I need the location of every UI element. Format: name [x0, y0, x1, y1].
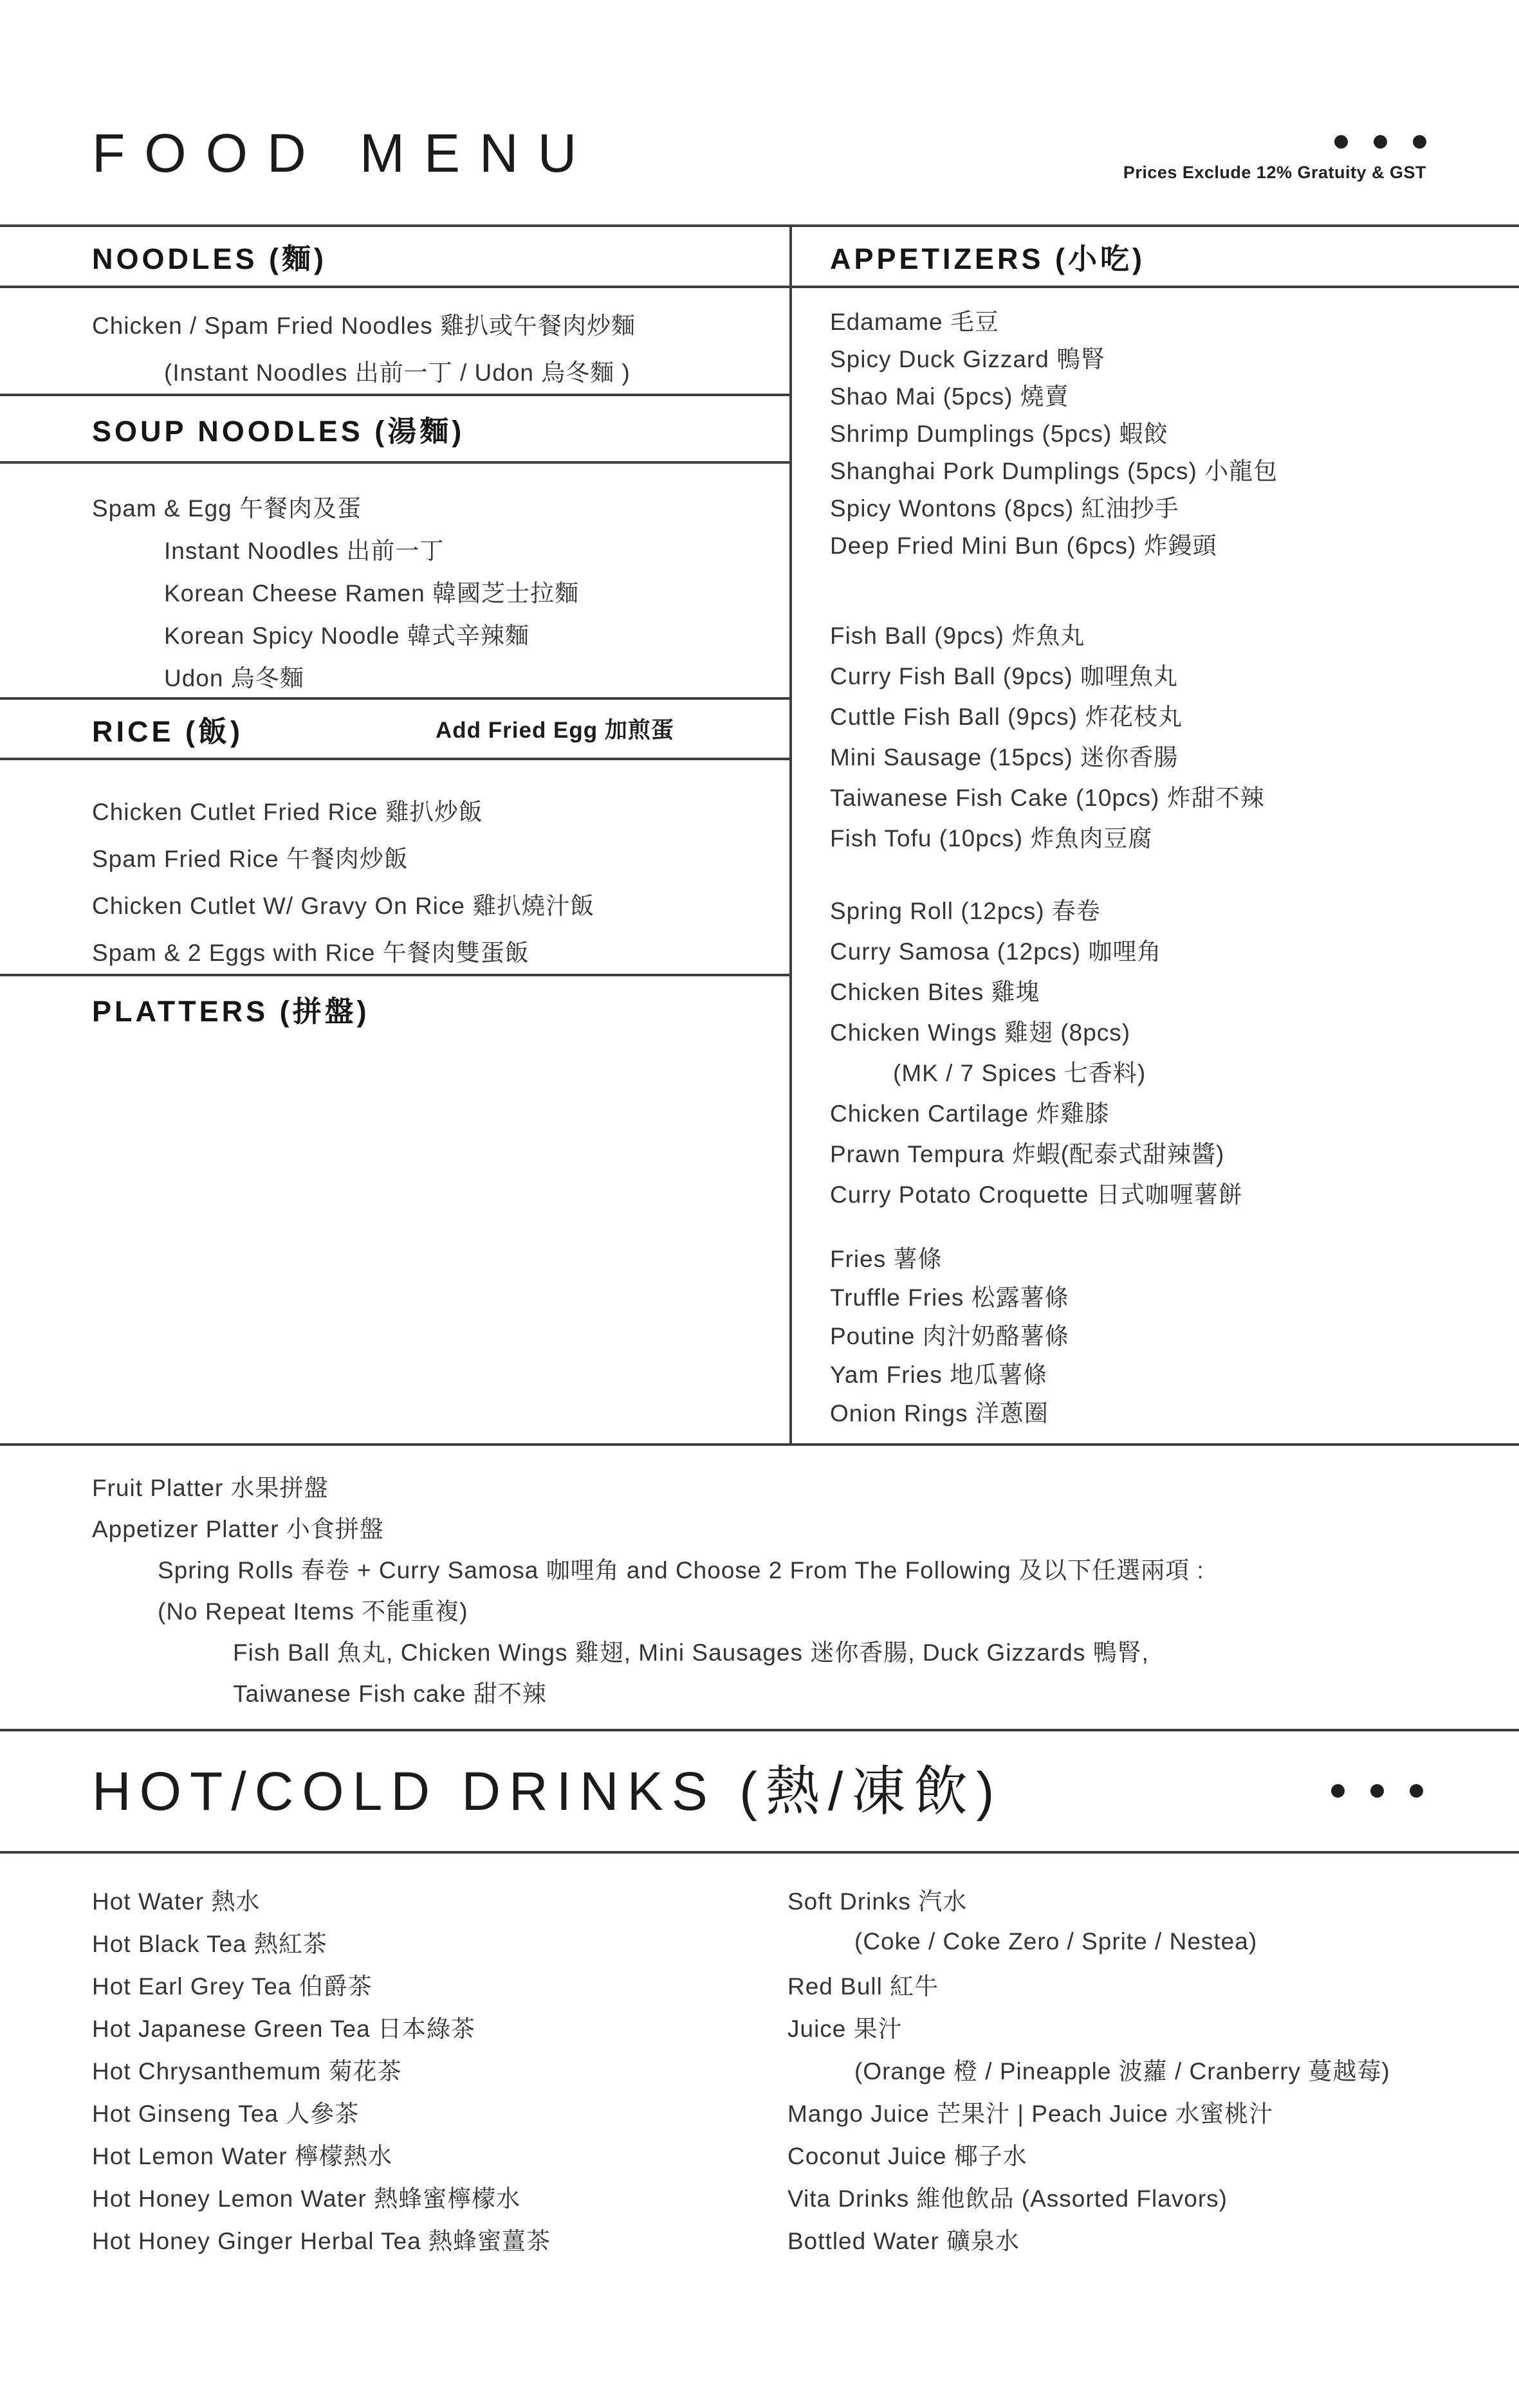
rice-items [0, 760, 789, 974]
menu-item: Coconut Juice 椰子水 [787, 2143, 1027, 2169]
menu-item: Instant Noodles 出前一丁 [164, 538, 445, 564]
menu-item: Shanghai Pork Dumplings (5pcs) 小龍包 [830, 458, 1278, 484]
menu-item: (MK / 7 Spices 七香料) [893, 1059, 1146, 1086]
menu-item: Udon 烏冬麵 [164, 665, 304, 691]
rice-addon-label: Add Fried Egg 加煎蛋 [436, 718, 674, 743]
noodles-items [0, 288, 789, 394]
menu-item: Hot Lemon Water 檸檬熱水 [92, 2143, 392, 2169]
menu-item: Prawn Tempura 炸蝦(配泰式甜辣醬) [830, 1140, 1225, 1167]
menu-item: Spam & Egg 午餐肉及蛋 [92, 495, 362, 522]
header-meta [1123, 135, 1426, 183]
menu-item: (No Repeat Items 不能重複) [158, 1598, 468, 1625]
menu-item: Shrimp Dumplings (5pcs) 蝦餃 [830, 421, 1168, 447]
menu-item: Edamame 毛豆 [830, 309, 999, 335]
menu-item: Mini Sausage (15pcs) 迷你香腸 [830, 743, 1179, 771]
rice-title-label: RICE (飯) [92, 715, 243, 748]
drinks-header [0, 1731, 1519, 1851]
dot-icon [1370, 1784, 1384, 1798]
menu-item: Shao Mai (5pcs) 燒賣 [830, 383, 1069, 410]
appetizers-group-dimsum [792, 288, 1519, 562]
menu-item: Red Bull 紅牛 [787, 1973, 939, 2000]
dot-icon [1413, 135, 1426, 149]
menu-item: Soft Drinks 汽水 [787, 1888, 968, 1915]
menu-item: Onion Rings 洋蔥圈 [830, 1400, 1049, 1427]
menu-item: Hot Ginseng Tea 人參茶 [92, 2101, 360, 2127]
menu-item: Hot Earl Grey Tea 伯爵茶 [92, 1973, 373, 2000]
menu-item: Chicken / Spam Fried Noodles 雞扒或午餐肉炒麵 [92, 312, 636, 339]
menu-item: Chicken Bites 雞塊 [830, 978, 1040, 1005]
page-header [0, 0, 1519, 224]
appetizers-group-fries [792, 1237, 1519, 1430]
menu-item: Curry Potato Croquette 日式咖喱薯餅 [830, 1181, 1243, 1208]
menu-item: Yam Fries 地瓜薯條 [830, 1362, 1048, 1388]
menu-item: Fries 薯條 [830, 1246, 943, 1272]
soup-noodles-items [0, 464, 789, 697]
dot-icon [1374, 135, 1387, 149]
menu-item: Curry Fish Ball (9pcs) 咖哩魚丸 [830, 662, 1178, 689]
menu-item: (Coke / Coke Zero / Sprite / Nestea) [854, 1928, 1258, 1955]
menu-item: Truffle Fries 松露薯條 [830, 1284, 1069, 1311]
dot-icon [1410, 1784, 1423, 1798]
menu-item: Taiwanese Fish Cake (10pcs) 炸甜不辣 [830, 784, 1265, 811]
right-column [789, 227, 1519, 1443]
menu-item: Fish Ball (9pcs) 炸魚丸 [830, 622, 1085, 649]
menu-item: Fish Ball 魚丸, Chicken Wings 雞翅, Mini Sausages 迷你香腸, Duck Gizzards 鴨腎, [233, 1639, 1149, 1666]
section-title-rice [0, 700, 789, 758]
menu-item: Cuttle Fish Ball (9pcs) 炸花枝丸 [830, 703, 1183, 730]
menu-item: Korean Cheese Ramen 韓國芝士拉麵 [164, 580, 579, 607]
menu-item: Spam & 2 Eggs with Rice 午餐肉雙蛋飯 [92, 939, 529, 966]
menu-item: Chicken Cartilage 炸雞膝 [830, 1100, 1110, 1127]
drinks-columns [0, 1854, 1519, 2260]
menu-item: Hot Honey Lemon Water 熱蜂蜜檸檬水 [92, 2185, 521, 2212]
drinks-left-column [0, 1878, 787, 2260]
menu-item: Hot Water 熱水 [92, 1888, 261, 1915]
menu-item: Spam Fried Rice 午餐肉炒飯 [92, 845, 409, 872]
section-title-noodles: NOODLES (麵) [92, 242, 327, 275]
menu-item: Bottled Water 礦泉水 [787, 2228, 1020, 2254]
menu-item: Spring Roll (12pcs) 春卷 [830, 897, 1101, 924]
dot-icon [1331, 1784, 1345, 1798]
menu-item: Hot Chrysanthemum 菊花茶 [92, 2058, 402, 2084]
menu-item: Taiwanese Fish cake 甜不辣 [233, 1681, 547, 1707]
left-column [0, 227, 789, 1443]
menu-item: Appetizer Platter 小食拼盤 [92, 1516, 384, 1542]
section-title-soup-noodles: SOUP NOODLES (湯麵) [92, 415, 465, 448]
menu-item: Spicy Wontons (8pcs) 紅油抄手 [830, 495, 1179, 522]
menu-columns [0, 227, 1519, 1443]
menu-item: Deep Fried Mini Bun (6pcs) 炸鏝頭 [830, 533, 1217, 559]
page-title: FOOD MENU [92, 123, 596, 183]
menu-item: Hot Japanese Green Tea 日本綠茶 [92, 2016, 475, 2042]
menu-item: Juice 果汁 [787, 2016, 903, 2042]
appetizers-group-fried [792, 613, 1519, 856]
drinks-title: HOT/COLD DRINKS (熱/凍飲) [92, 1761, 1003, 1821]
menu-item: Poutine 肉汁奶酪薯條 [830, 1323, 1069, 1349]
menu-item: Spring Rolls 春卷 + Curry Samosa 咖哩角 and Choose 2 From The Following 及以下任選兩項 : [158, 1557, 1204, 1583]
menu-item: Fruit Platter 水果拼盤 [92, 1475, 329, 1501]
section-title-platters: PLATTERS (拼盤) [92, 995, 370, 1028]
menu-item: Hot Black Tea 熱紅茶 [92, 1931, 327, 1957]
menu-item: Spicy Duck Gizzard 鴨腎 [830, 346, 1106, 372]
platters-items [0, 1446, 1519, 1729]
menu-item: Chicken Wings 雞翅 (8pcs) [830, 1019, 1131, 1046]
menu-item: Fish Tofu (10pcs) 炸魚肉豆腐 [830, 825, 1153, 852]
menu-item: (Orange 橙 / Pineapple 波蘿 / Cranberry 蔓越莓) [854, 2058, 1390, 2084]
dot-icon [1334, 135, 1348, 149]
menu-item: Korean Spicy Noodle 韓式辛辣麵 [164, 623, 529, 649]
menu-item: Curry Samosa (12pcs) 咖哩角 [830, 938, 1162, 965]
gratuity-note: Prices Exclude 12% Gratuity & GST [1123, 163, 1426, 182]
menu-item: (Instant Noodles 出前一丁 / Udon 烏冬麵 ) [164, 359, 631, 386]
section-title-appetizers: APPETIZERS (小吃) [830, 242, 1146, 275]
menu-item: Chicken Cutlet W/ Gravy On Rice 雞扒燒汁飯 [92, 892, 595, 919]
three-dots-icon [1331, 1784, 1423, 1798]
appetizers-zone [792, 288, 1519, 1443]
menu-item: Mango Juice 芒果汁 | Peach Juice 水蜜桃汁 [787, 2101, 1274, 2127]
menu-item: Chicken Cutlet Fried Rice 雞扒炒飯 [92, 798, 483, 825]
three-dots-icon [1123, 135, 1426, 149]
menu-item: Vita Drinks 維他飲品 (Assorted Flavors) [787, 2185, 1228, 2212]
drinks-right-column [787, 1878, 1519, 2260]
appetizers-group-snacks [792, 888, 1519, 1212]
menu-item: Hot Honey Ginger Herbal Tea 熱蜂蜜薑茶 [92, 2228, 551, 2254]
